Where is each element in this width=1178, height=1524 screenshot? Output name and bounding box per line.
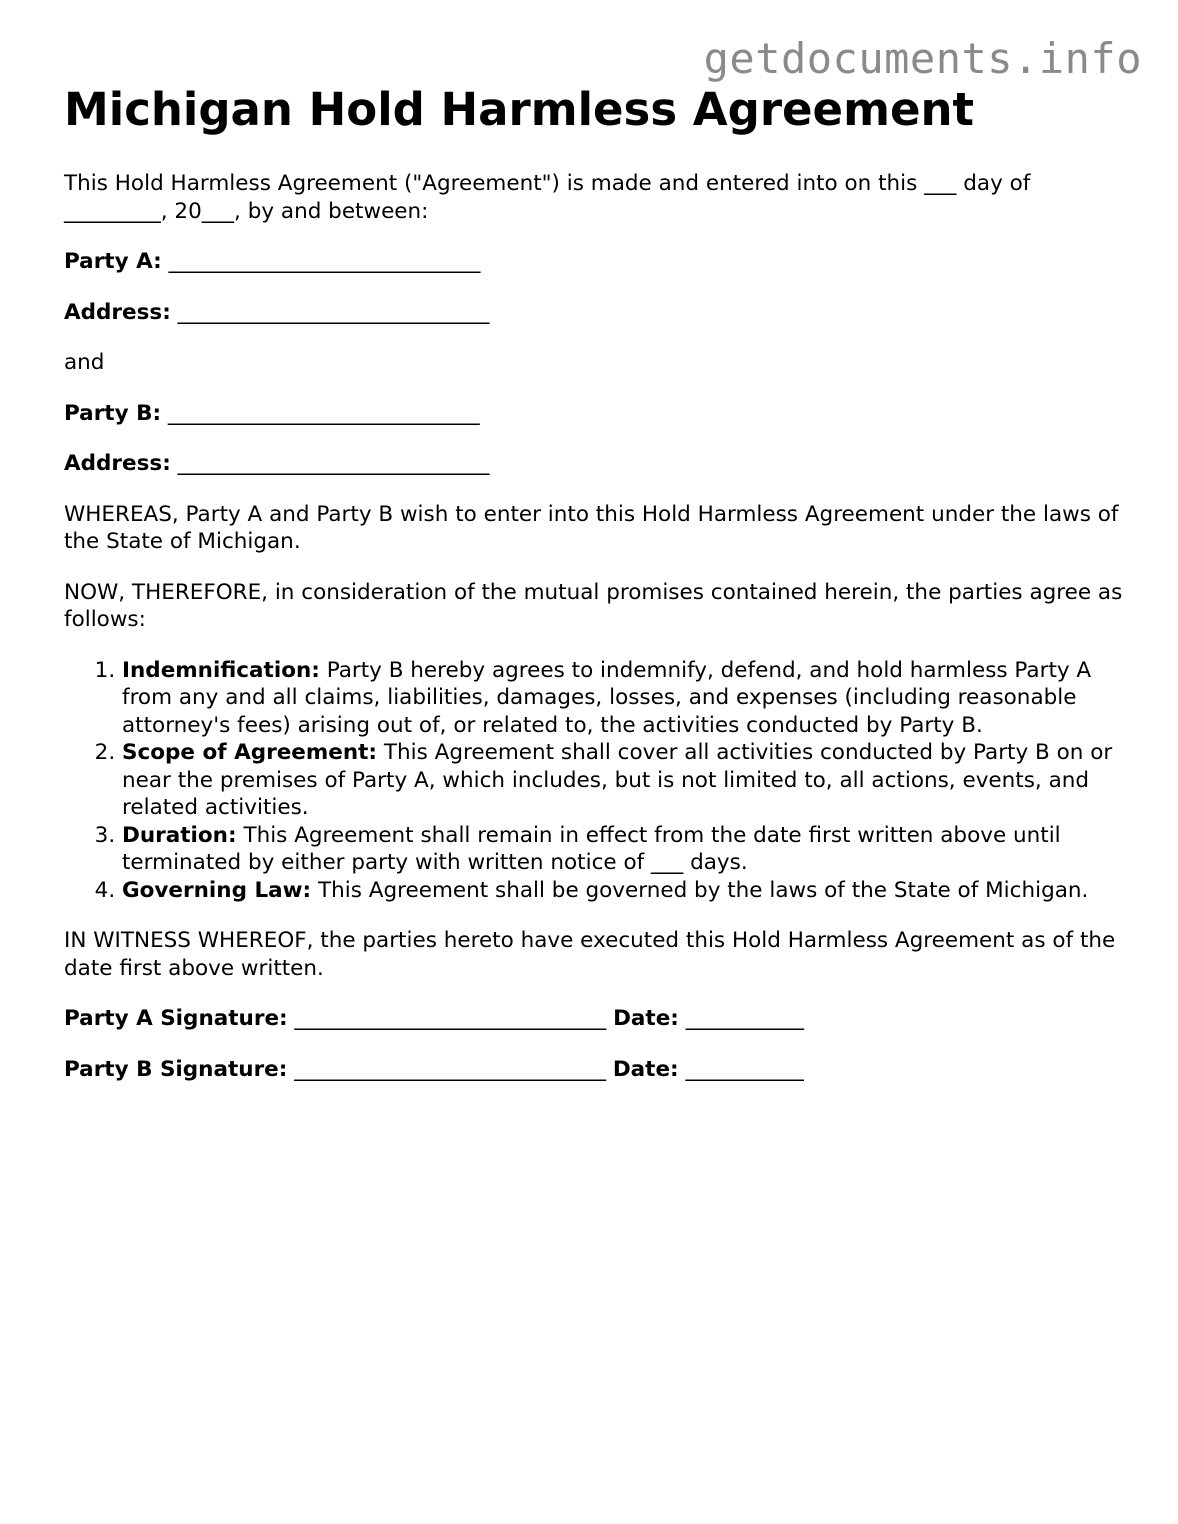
document-title: Michigan Hold Harmless Agreement xyxy=(64,83,975,136)
watermark: getdocuments.info xyxy=(703,34,1142,83)
whereas-paragraph: WHEREAS, Party A and Party B wish to enter into this Hold Harmless Agreement under the laws of the State of Michigan. xyxy=(64,501,1119,554)
party-b-signature-blank[interactable]: _____________________________ xyxy=(294,1056,606,1082)
party-a-date-label: Date: xyxy=(613,1006,679,1031)
now-therefore-paragraph: NOW, THEREFORE, in consideration of the mutual promises contained herein, the parties agree as follows: xyxy=(64,579,1123,632)
party-a-signature-label: Party A Signature: xyxy=(64,1006,288,1031)
clause-item xyxy=(122,739,1124,822)
party-b-blank[interactable]: _____________________________ xyxy=(167,400,480,426)
party-b-date-blank[interactable]: ___________ xyxy=(685,1056,804,1082)
clause-item xyxy=(122,657,1124,740)
clause-heading: Scope of Agreement: xyxy=(122,740,378,765)
witness-paragraph: IN WITNESS WHEREOF, the parties hereto have executed this Hold Harmless Agreement as of the date first above written. xyxy=(64,928,1116,981)
party-a-field xyxy=(64,248,1124,276)
party-a-blank[interactable]: _____________________________ xyxy=(168,249,481,274)
clause-item xyxy=(122,822,1124,877)
party-b-address-blank[interactable]: _____________________________ xyxy=(177,451,490,476)
party-a-address-field xyxy=(64,299,1124,327)
party-a-label: Party A: xyxy=(64,249,162,274)
party-a-date-blank[interactable]: ___________ xyxy=(685,1006,804,1031)
clause-heading: Governing Law: xyxy=(122,877,312,903)
clause-text: This Agreement shall be governed by the laws of the State of Michigan. xyxy=(318,877,1089,903)
and-text: and xyxy=(64,350,105,375)
clauses-list xyxy=(64,657,1124,905)
party-b-label: Party B: xyxy=(64,400,162,426)
party-b-address-field xyxy=(64,450,1124,478)
clause-heading: Duration: xyxy=(122,822,237,848)
document-page xyxy=(64,82,1124,1106)
party-b-signature-field xyxy=(64,1056,1124,1084)
clause-text: This Agreement shall cover all activities conducted by Party B on or near the premises of Party A, which includes, but is not limited to, all actions, events, and related activities. xyxy=(122,740,1113,820)
clause-text: This Agreement shall remain in effect from the date first written above until terminated by either party with written notice of ___ days. xyxy=(122,822,1061,875)
party-a-signature-blank[interactable]: _____________________________ xyxy=(294,1006,607,1031)
clause-item xyxy=(122,877,1124,905)
clause-text: Party B hereby agrees to indemnify, defend, and hold harmless Party A from any and all claims, liabilities, damages, losses, and expenses (including reasonable attorney's fees) arising out of, or related to, the activities conducted by Party B. xyxy=(122,657,1092,738)
party-a-address-blank[interactable]: _____________________________ xyxy=(177,299,490,325)
party-a-signature-field xyxy=(64,1005,1124,1033)
party-b-signature-label: Party B Signature: xyxy=(64,1056,288,1082)
intro-paragraph: This Hold Harmless Agreement ("Agreement") is made and entered into on this ___ day of _________, 20___, by and between: xyxy=(64,171,1031,224)
clause-heading: Indemnification: xyxy=(122,657,320,683)
party-b-field xyxy=(64,400,1124,428)
party-b-date-label: Date: xyxy=(612,1056,679,1082)
party-b-address-label: Address: xyxy=(64,451,171,476)
party-a-address-label: Address: xyxy=(64,299,171,325)
